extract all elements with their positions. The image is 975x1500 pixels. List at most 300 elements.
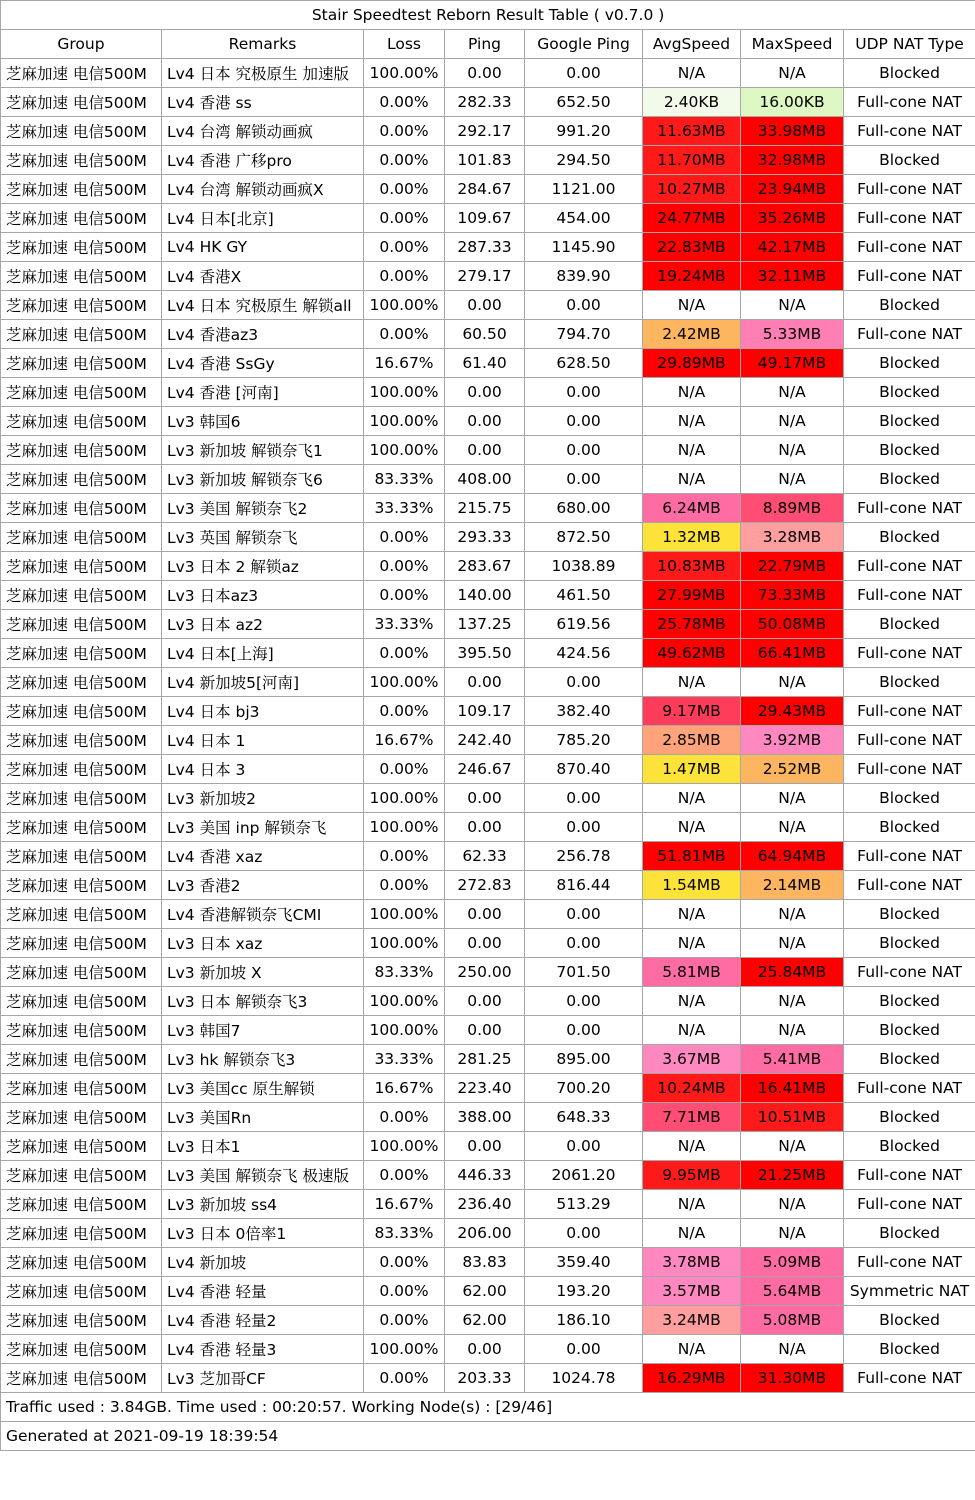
cell-loss: 0.00% [364,1364,445,1393]
header-row [1,30,975,59]
table-row [1,1248,975,1277]
cell-avg-speed: 1.32MB [643,523,741,552]
cell-ping: 62.00 [445,1277,525,1306]
cell-max-speed: N/A [741,929,844,958]
cell-group: 芝麻加速 电信500M [1,523,162,552]
cell-google-ping: 513.29 [525,1190,643,1219]
table-row [1,784,975,813]
cell-max-speed: N/A [741,900,844,929]
cell-max-speed: 16.00KB [741,88,844,117]
cell-loss: 0.00% [364,117,445,146]
cell-group: 芝麻加速 电信500M [1,1132,162,1161]
cell-group: 芝麻加速 电信500M [1,59,162,88]
cell-avg-speed: N/A [643,1335,741,1364]
cell-udp-nat-type: Full-cone NAT [844,1161,975,1190]
cell-group: 芝麻加速 电信500M [1,1103,162,1132]
cell-google-ping: 0.00 [525,784,643,813]
cell-remarks: Lv3 日本az3 [162,581,364,610]
cell-udp-nat-type: Full-cone NAT [844,726,975,755]
cell-avg-speed: 9.17MB [643,697,741,726]
table-row [1,204,975,233]
cell-loss: 0.00% [364,581,445,610]
table-row [1,1219,975,1248]
cell-remarks: Lv4 新加坡5[河南] [162,668,364,697]
cell-max-speed: 10.51MB [741,1103,844,1132]
cell-loss: 100.00% [364,291,445,320]
cell-ping: 0.00 [445,1132,525,1161]
cell-ping: 246.67 [445,755,525,784]
cell-udp-nat-type: Full-cone NAT [844,320,975,349]
cell-loss: 83.33% [364,1219,445,1248]
cell-ping: 284.67 [445,175,525,204]
cell-udp-nat-type: Full-cone NAT [844,871,975,900]
cell-udp-nat-type: Blocked [844,349,975,378]
cell-avg-speed: N/A [643,987,741,1016]
cell-ping: 0.00 [445,668,525,697]
table-row [1,1132,975,1161]
cell-max-speed: N/A [741,1219,844,1248]
cell-loss: 0.00% [364,1103,445,1132]
cell-max-speed: N/A [741,465,844,494]
cell-google-ping: 424.56 [525,639,643,668]
cell-group: 芝麻加速 电信500M [1,726,162,755]
cell-loss: 100.00% [364,59,445,88]
table-row [1,668,975,697]
cell-avg-speed: N/A [643,813,741,842]
cell-udp-nat-type: Blocked [844,929,975,958]
cell-udp-nat-type: Blocked [844,436,975,465]
cell-ping: 250.00 [445,958,525,987]
cell-group: 芝麻加速 电信500M [1,610,162,639]
cell-udp-nat-type: Full-cone NAT [844,1190,975,1219]
cell-udp-nat-type: Blocked [844,1016,975,1045]
table-row [1,494,975,523]
cell-udp-nat-type: Symmetric NAT [844,1277,975,1306]
cell-google-ping: 628.50 [525,349,643,378]
cell-ping: 0.00 [445,813,525,842]
cell-remarks: Lv3 日本 2 解锁az [162,552,364,581]
title-row [1,1,975,30]
cell-max-speed: N/A [741,668,844,697]
cell-avg-speed: N/A [643,407,741,436]
cell-group: 芝麻加速 电信500M [1,581,162,610]
cell-remarks: Lv3 美国cc 原生解锁 [162,1074,364,1103]
cell-avg-speed: 29.89MB [643,349,741,378]
cell-avg-speed: 2.85MB [643,726,741,755]
cell-udp-nat-type: Blocked [844,784,975,813]
cell-remarks: Lv4 香港X [162,262,364,291]
cell-google-ping: 0.00 [525,987,643,1016]
cell-group: 芝麻加速 电信500M [1,639,162,668]
table-row [1,987,975,1016]
cell-remarks: Lv4 香港 xaz [162,842,364,871]
cell-remarks: Lv3 韩国7 [162,1016,364,1045]
cell-google-ping: 1024.78 [525,1364,643,1393]
cell-ping: 137.25 [445,610,525,639]
cell-remarks: Lv4 新加坡 [162,1248,364,1277]
cell-ping: 293.33 [445,523,525,552]
cell-group: 芝麻加速 电信500M [1,436,162,465]
column-header-max-speed: MaxSpeed [741,30,844,59]
cell-group: 芝麻加速 电信500M [1,813,162,842]
cell-udp-nat-type: Blocked [844,813,975,842]
cell-ping: 109.67 [445,204,525,233]
cell-ping: 0.00 [445,291,525,320]
cell-avg-speed: N/A [643,1016,741,1045]
cell-loss: 100.00% [364,436,445,465]
cell-group: 芝麻加速 电信500M [1,1016,162,1045]
cell-google-ping: 0.00 [525,407,643,436]
cell-udp-nat-type: Full-cone NAT [844,262,975,291]
cell-ping: 0.00 [445,929,525,958]
table-row [1,1103,975,1132]
cell-google-ping: 0.00 [525,1132,643,1161]
cell-max-speed: 2.52MB [741,755,844,784]
table-row [1,146,975,175]
cell-avg-speed: N/A [643,378,741,407]
cell-ping: 279.17 [445,262,525,291]
cell-group: 芝麻加速 电信500M [1,552,162,581]
cell-remarks: Lv3 新加坡 X [162,958,364,987]
cell-remarks: Lv3 日本 解锁奈飞3 [162,987,364,1016]
cell-avg-speed: 10.24MB [643,1074,741,1103]
cell-remarks: Lv4 香港 [河南] [162,378,364,407]
cell-max-speed: 29.43MB [741,697,844,726]
cell-loss: 0.00% [364,639,445,668]
cell-google-ping: 701.50 [525,958,643,987]
cell-group: 芝麻加速 电信500M [1,871,162,900]
cell-avg-speed: 3.67MB [643,1045,741,1074]
cell-group: 芝麻加速 电信500M [1,900,162,929]
cell-udp-nat-type: Blocked [844,523,975,552]
cell-google-ping: 0.00 [525,291,643,320]
cell-ping: 283.67 [445,552,525,581]
cell-ping: 408.00 [445,465,525,494]
cell-avg-speed: 11.70MB [643,146,741,175]
footer-row-traffic [1,1393,975,1422]
cell-udp-nat-type: Full-cone NAT [844,1074,975,1103]
cell-avg-speed: 22.83MB [643,233,741,262]
cell-google-ping: 652.50 [525,88,643,117]
cell-max-speed: 33.98MB [741,117,844,146]
cell-ping: 236.40 [445,1190,525,1219]
cell-avg-speed: 3.57MB [643,1277,741,1306]
cell-group: 芝麻加速 电信500M [1,1190,162,1219]
cell-udp-nat-type: Full-cone NAT [844,204,975,233]
cell-group: 芝麻加速 电信500M [1,204,162,233]
table-row [1,1074,975,1103]
cell-google-ping: 256.78 [525,842,643,871]
cell-remarks: Lv4 日本[北京] [162,204,364,233]
cell-avg-speed: 10.27MB [643,175,741,204]
cell-google-ping: 2061.20 [525,1161,643,1190]
cell-max-speed: 8.89MB [741,494,844,523]
cell-google-ping: 872.50 [525,523,643,552]
cell-group: 芝麻加速 电信500M [1,842,162,871]
cell-udp-nat-type: Blocked [844,610,975,639]
cell-max-speed: 31.30MB [741,1364,844,1393]
cell-ping: 388.00 [445,1103,525,1132]
cell-ping: 0.00 [445,987,525,1016]
cell-loss: 16.67% [364,1074,445,1103]
cell-group: 芝麻加速 电信500M [1,320,162,349]
cell-ping: 109.17 [445,697,525,726]
generated-timestamp: Generated at 2021-09-19 18:39:54 [1,1422,975,1451]
cell-ping: 61.40 [445,349,525,378]
cell-google-ping: 0.00 [525,59,643,88]
cell-udp-nat-type: Full-cone NAT [844,117,975,146]
cell-loss: 100.00% [364,1132,445,1161]
cell-remarks: Lv3 美国 解锁奈飞 极速版 [162,1161,364,1190]
cell-google-ping: 186.10 [525,1306,643,1335]
cell-remarks: Lv4 台湾 解锁动画疯X [162,175,364,204]
cell-udp-nat-type: Blocked [844,1132,975,1161]
cell-ping: 101.83 [445,146,525,175]
cell-remarks: Lv3 芝加哥CF [162,1364,364,1393]
cell-group: 芝麻加速 电信500M [1,987,162,1016]
column-header-udp-nat-type: UDP NAT Type [844,30,975,59]
cell-loss: 16.67% [364,1190,445,1219]
cell-udp-nat-type: Blocked [844,1219,975,1248]
cell-remarks: Lv3 日本 az2 [162,610,364,639]
cell-avg-speed: 49.62MB [643,639,741,668]
cell-avg-speed: N/A [643,1219,741,1248]
cell-google-ping: 991.20 [525,117,643,146]
cell-remarks: Lv4 台湾 解锁动画疯 [162,117,364,146]
cell-group: 芝麻加速 电信500M [1,378,162,407]
cell-loss: 0.00% [364,842,445,871]
cell-udp-nat-type: Full-cone NAT [844,581,975,610]
table-row [1,1016,975,1045]
cell-udp-nat-type: Blocked [844,146,975,175]
cell-avg-speed: 2.40KB [643,88,741,117]
cell-udp-nat-type: Blocked [844,1103,975,1132]
cell-loss: 16.67% [364,349,445,378]
cell-google-ping: 700.20 [525,1074,643,1103]
cell-loss: 0.00% [364,204,445,233]
cell-ping: 0.00 [445,900,525,929]
table-row [1,320,975,349]
cell-avg-speed: 16.29MB [643,1364,741,1393]
cell-group: 芝麻加速 电信500M [1,88,162,117]
cell-remarks: Lv3 新加坡 ss4 [162,1190,364,1219]
cell-loss: 0.00% [364,552,445,581]
cell-remarks: Lv4 日本 3 [162,755,364,784]
table-row [1,639,975,668]
cell-max-speed: 66.41MB [741,639,844,668]
cell-udp-nat-type: Blocked [844,59,975,88]
cell-avg-speed: 27.99MB [643,581,741,610]
cell-loss: 0.00% [364,146,445,175]
cell-remarks: Lv3 hk 解锁奈飞3 [162,1045,364,1074]
cell-group: 芝麻加速 电信500M [1,349,162,378]
cell-udp-nat-type: Full-cone NAT [844,552,975,581]
cell-loss: 83.33% [364,958,445,987]
cell-group: 芝麻加速 电信500M [1,1364,162,1393]
cell-remarks: Lv4 日本[上海] [162,639,364,668]
cell-loss: 0.00% [364,1277,445,1306]
cell-remarks: Lv3 美国Rn [162,1103,364,1132]
cell-avg-speed: N/A [643,436,741,465]
table-row [1,755,975,784]
cell-google-ping: 1121.00 [525,175,643,204]
cell-max-speed: N/A [741,784,844,813]
cell-remarks: Lv3 日本1 [162,1132,364,1161]
table-row [1,958,975,987]
cell-udp-nat-type: Full-cone NAT [844,755,975,784]
cell-group: 芝麻加速 电信500M [1,1277,162,1306]
cell-max-speed: 21.25MB [741,1161,844,1190]
cell-group: 芝麻加速 电信500M [1,465,162,494]
cell-remarks: Lv3 韩国6 [162,407,364,436]
cell-google-ping: 193.20 [525,1277,643,1306]
column-header-ping: Ping [445,30,525,59]
cell-ping: 0.00 [445,1016,525,1045]
table-row [1,378,975,407]
cell-udp-nat-type: Blocked [844,378,975,407]
cell-group: 芝麻加速 电信500M [1,1335,162,1364]
table-row [1,697,975,726]
cell-ping: 215.75 [445,494,525,523]
cell-max-speed: 64.94MB [741,842,844,871]
table-row [1,59,975,88]
column-header-remarks: Remarks [162,30,364,59]
cell-group: 芝麻加速 电信500M [1,1219,162,1248]
cell-avg-speed: N/A [643,784,741,813]
cell-group: 芝麻加速 电信500M [1,929,162,958]
table-row [1,726,975,755]
cell-max-speed: N/A [741,378,844,407]
cell-loss: 100.00% [364,668,445,697]
cell-max-speed: N/A [741,59,844,88]
cell-google-ping: 359.40 [525,1248,643,1277]
cell-max-speed: 5.09MB [741,1248,844,1277]
cell-ping: 395.50 [445,639,525,668]
table-row [1,871,975,900]
cell-max-speed: N/A [741,987,844,1016]
table-row [1,233,975,262]
cell-google-ping: 0.00 [525,668,643,697]
cell-loss: 100.00% [364,784,445,813]
cell-avg-speed: 7.71MB [643,1103,741,1132]
cell-remarks: Lv4 香港az3 [162,320,364,349]
cell-loss: 0.00% [364,88,445,117]
cell-google-ping: 0.00 [525,1335,643,1364]
cell-udp-nat-type: Full-cone NAT [844,1364,975,1393]
cell-ping: 203.33 [445,1364,525,1393]
cell-google-ping: 870.40 [525,755,643,784]
table-row [1,175,975,204]
cell-max-speed: 32.11MB [741,262,844,291]
cell-avg-speed: 3.78MB [643,1248,741,1277]
cell-ping: 0.00 [445,378,525,407]
cell-avg-speed: 11.63MB [643,117,741,146]
cell-ping: 62.00 [445,1306,525,1335]
cell-google-ping: 619.56 [525,610,643,639]
cell-udp-nat-type: Blocked [844,465,975,494]
cell-group: 芝麻加速 电信500M [1,146,162,175]
cell-remarks: Lv3 美国 inp 解锁奈飞 [162,813,364,842]
cell-udp-nat-type: Full-cone NAT [844,233,975,262]
cell-loss: 100.00% [364,1016,445,1045]
cell-group: 芝麻加速 电信500M [1,697,162,726]
cell-group: 芝麻加速 电信500M [1,1161,162,1190]
table-row [1,407,975,436]
table-title: Stair Speedtest Reborn Result Table ( v0.7.0 ) [1,1,975,30]
cell-remarks: Lv4 香港 ss [162,88,364,117]
cell-avg-speed: N/A [643,59,741,88]
cell-remarks: Lv3 日本 xaz [162,929,364,958]
cell-avg-speed: 10.83MB [643,552,741,581]
table-row [1,842,975,871]
cell-group: 芝麻加速 电信500M [1,494,162,523]
cell-max-speed: 22.79MB [741,552,844,581]
cell-avg-speed: 19.24MB [643,262,741,291]
cell-loss: 33.33% [364,494,445,523]
cell-remarks: Lv4 日本 究极原生 加速版 [162,59,364,88]
table-row [1,436,975,465]
cell-remarks: Lv3 新加坡 解锁奈飞6 [162,465,364,494]
cell-ping: 60.50 [445,320,525,349]
cell-google-ping: 839.90 [525,262,643,291]
table-row [1,813,975,842]
cell-google-ping: 785.20 [525,726,643,755]
cell-udp-nat-type: Full-cone NAT [844,958,975,987]
cell-remarks: Lv4 HK GY [162,233,364,262]
table-row [1,1045,975,1074]
cell-avg-speed: 24.77MB [643,204,741,233]
cell-group: 芝麻加速 电信500M [1,1045,162,1074]
cell-loss: 100.00% [364,1335,445,1364]
cell-google-ping: 794.70 [525,320,643,349]
table-row [1,349,975,378]
cell-ping: 281.25 [445,1045,525,1074]
cell-udp-nat-type: Full-cone NAT [844,842,975,871]
cell-remarks: Lv3 英国 解锁奈飞 [162,523,364,552]
cell-ping: 140.00 [445,581,525,610]
cell-google-ping: 0.00 [525,900,643,929]
cell-udp-nat-type: Blocked [844,900,975,929]
table-row [1,1190,975,1219]
cell-loss: 0.00% [364,697,445,726]
cell-avg-speed: N/A [643,668,741,697]
cell-remarks: Lv4 香港 广移pro [162,146,364,175]
cell-remarks: Lv4 香港 轻量3 [162,1335,364,1364]
table-row [1,1161,975,1190]
cell-udp-nat-type: Blocked [844,407,975,436]
cell-loss: 0.00% [364,175,445,204]
table-row [1,900,975,929]
cell-udp-nat-type: Full-cone NAT [844,639,975,668]
table-row [1,291,975,320]
cell-remarks: Lv4 香港解锁奈飞CMI [162,900,364,929]
table-row [1,581,975,610]
cell-avg-speed: N/A [643,465,741,494]
cell-loss: 0.00% [364,320,445,349]
cell-group: 芝麻加速 电信500M [1,117,162,146]
cell-loss: 100.00% [364,813,445,842]
cell-udp-nat-type: Blocked [844,291,975,320]
cell-google-ping: 0.00 [525,465,643,494]
cell-max-speed: 73.33MB [741,581,844,610]
cell-remarks: Lv3 新加坡2 [162,784,364,813]
cell-remarks: Lv3 新加坡 解锁奈飞1 [162,436,364,465]
cell-group: 芝麻加速 电信500M [1,262,162,291]
cell-max-speed: 23.94MB [741,175,844,204]
cell-group: 芝麻加速 电信500M [1,407,162,436]
cell-ping: 0.00 [445,784,525,813]
cell-group: 芝麻加速 电信500M [1,784,162,813]
